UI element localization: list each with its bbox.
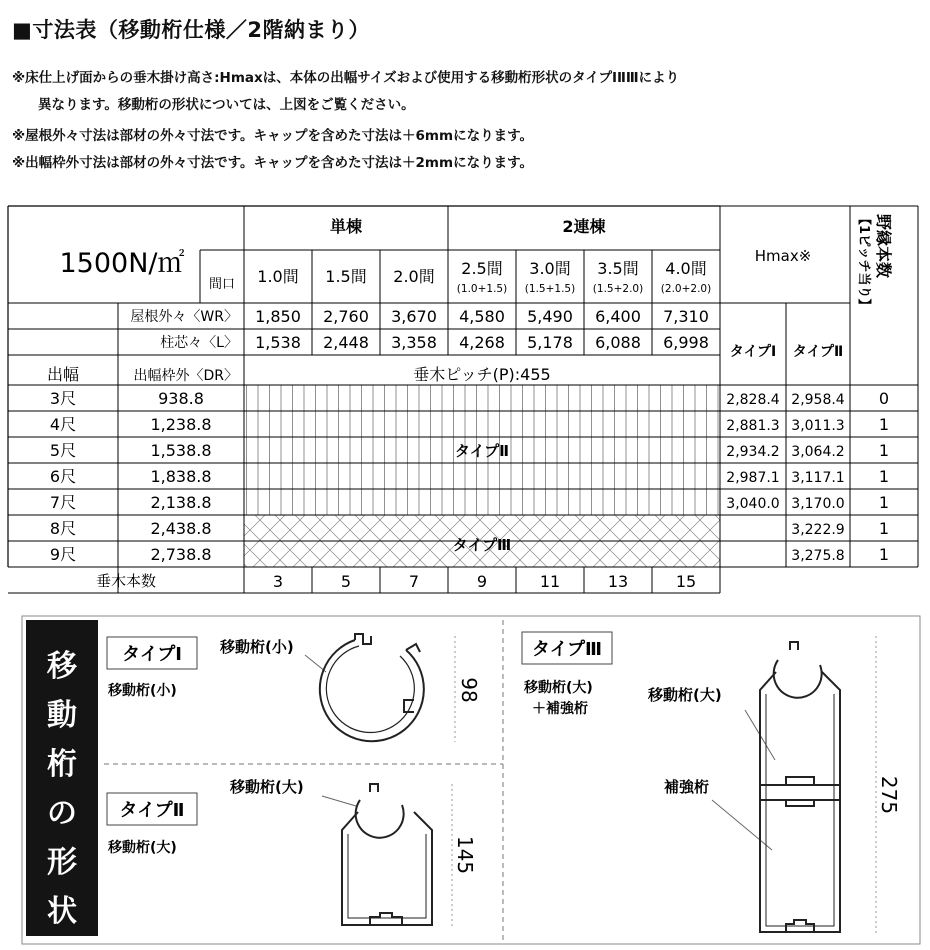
hmax-type2-header: タイプⅡ	[792, 344, 844, 360]
hmax-type1-value: 2,934.2	[726, 444, 780, 460]
single-building-header: 単棟	[329, 217, 363, 236]
wr-value: 1,850	[255, 307, 301, 326]
l-value: 6,998	[663, 333, 709, 352]
type2-dim: 145	[453, 835, 477, 875]
rafter-total-value: 13	[607, 572, 629, 591]
rafter-total-value: 9	[476, 572, 488, 591]
rafter-count-header: 野縁本数	[874, 214, 893, 279]
note-line-3: ※屋根外々寸法は部材の外々寸法です。キャップを含めた寸法は＋6mmになります。	[12, 128, 533, 144]
wr-value: 4,580	[459, 307, 505, 326]
type3-leader-2	[712, 800, 772, 850]
side-title-char: 動	[47, 698, 77, 733]
side-title-char: 形	[47, 845, 77, 880]
beam-small-profile	[320, 634, 424, 741]
depth-size: 3尺	[49, 389, 77, 408]
hmax-type1-value: 2,987.1	[726, 470, 780, 486]
note-line-4: ※出幅枠外寸法は部材の外々寸法です。キャップを含めた寸法は＋2mmになります。	[12, 155, 533, 171]
side-title-char: の	[47, 796, 77, 831]
dr-value: 2,738.8	[150, 545, 212, 564]
rafter-count-value: 1	[878, 545, 890, 564]
hmax-type2-value: 3,275.8	[791, 548, 845, 564]
l-label: 柱芯々〈L〉	[160, 335, 238, 351]
type3-label: タイプⅢ	[531, 639, 603, 660]
depth-size: 4尺	[49, 415, 77, 434]
rafter-total-value: 11	[539, 572, 561, 591]
hmax-type2-value: 3,064.2	[791, 444, 845, 460]
span-subheader: (1.5+2.0)	[592, 283, 644, 295]
rafter-pitch-label: 垂木ピッチ(P):455	[413, 365, 551, 384]
type3-dim: 275	[877, 775, 901, 815]
rafter-count-value: 1	[878, 441, 890, 460]
span-header: 4.0間	[665, 259, 707, 278]
type3-sub1: 移動桁(大)	[524, 680, 593, 696]
type1-dim: 98	[457, 677, 481, 703]
depth-size: 5尺	[49, 441, 77, 460]
hmax-header: Hmax※	[754, 247, 812, 265]
type1-callout: 移動桁(小)	[220, 638, 294, 656]
span-subheader: (1.0+1.5)	[456, 283, 508, 295]
rafter-count-sub: 【1ピッチ当り】	[856, 212, 871, 312]
rafter-total-value: 3	[272, 572, 284, 591]
type2-sub: 移動桁(大)	[108, 840, 177, 856]
l-value: 6,088	[595, 333, 641, 352]
span-header: 2.5間	[461, 259, 503, 278]
dr-value: 2,138.8	[150, 493, 212, 512]
note-line-1: ※床仕上げ面からの垂木掛け高さ:Hmaxは、本体の出幅サイズおよび使用する移動桁形状のタイプⅠⅡⅢにより	[12, 70, 680, 86]
side-title-char: 移	[47, 649, 77, 684]
type3-zone-label: タイプⅢ	[452, 536, 512, 554]
type3-sub2: ＋補強桁	[532, 701, 588, 717]
dr-header: 出幅枠外〈DR〉	[133, 368, 238, 384]
span-header: 3.0間	[529, 259, 571, 278]
wr-value: 2,760	[323, 307, 369, 326]
rafter-total-label: 垂木本数	[95, 572, 157, 590]
l-value: 4,268	[459, 333, 505, 352]
depth-size: 7尺	[49, 493, 77, 512]
span-subheader: (2.0+2.0)	[660, 283, 712, 295]
type1-label: タイプⅠ	[122, 644, 182, 665]
wr-label: 屋根外々〈WR〉	[130, 309, 238, 325]
type2-zone-label: タイプⅡ	[454, 442, 510, 460]
depth-size: 9尺	[49, 545, 77, 564]
rafter-total-value: 15	[675, 572, 697, 591]
wr-value: 3,670	[391, 307, 437, 326]
type2-label: タイプⅡ	[119, 800, 185, 821]
dr-value: 1,538.8	[150, 441, 212, 460]
l-value: 5,178	[527, 333, 573, 352]
depth-header: 出幅	[46, 365, 80, 384]
rafter-count-value: 1	[878, 415, 890, 434]
beam-large-profile	[342, 784, 432, 925]
rafter-count-value: 0	[878, 389, 890, 408]
type1-sub: 移動桁(小)	[108, 683, 177, 699]
hmax-type2-value: 3,222.9	[791, 522, 845, 538]
dr-value: 1,238.8	[150, 415, 212, 434]
dr-value: 938.8	[158, 389, 204, 408]
side-title-char: 状	[47, 894, 77, 929]
hmax-type2-value: 3,011.3	[791, 418, 845, 434]
depth-size: 6尺	[49, 467, 77, 486]
l-value: 3,358	[391, 333, 437, 352]
rafter-total-value: 7	[408, 572, 420, 591]
span-header: 3.5間	[597, 259, 639, 278]
span-header: 1.5間	[325, 267, 367, 286]
rafter-total-value: 5	[340, 572, 352, 591]
rafter-count-value: 1	[878, 467, 890, 486]
hmax-type1-header: タイプⅠ	[729, 344, 777, 360]
note-line-2: 異なります。移動桁の形状については、上図をご覧ください。	[38, 97, 415, 113]
hmax-type1-value: 2,828.4	[726, 392, 780, 408]
dr-value: 1,838.8	[150, 467, 212, 486]
wr-value: 7,310	[663, 307, 709, 326]
hmax-type2-value: 2,958.4	[791, 392, 845, 408]
rafter-count-value: 1	[878, 519, 890, 538]
hmax-type2-value: 3,117.1	[791, 470, 845, 486]
dr-value: 2,438.8	[150, 519, 212, 538]
type2-callout: 移動桁(大)	[230, 778, 304, 796]
double-building-header: 2連棟	[562, 217, 606, 236]
rafter-count-value: 1	[878, 493, 890, 512]
hmax-type1-value: 3,040.0	[726, 496, 780, 512]
depth-size: 8尺	[49, 519, 77, 538]
hmax-type1-value: 2,881.3	[726, 418, 780, 434]
wr-value: 6,400	[595, 307, 641, 326]
side-title-char: 桁	[47, 747, 77, 782]
type2-leader	[322, 796, 356, 806]
load-label: 1500N/㎡	[59, 248, 185, 279]
hmax-type2-value: 3,170.0	[791, 496, 845, 512]
type3-callout-beam: 移動桁(大)	[648, 686, 722, 704]
span-header: 1.0間	[257, 267, 299, 286]
l-value: 1,538	[255, 333, 301, 352]
wr-value: 5,490	[527, 307, 573, 326]
l-value: 2,448	[323, 333, 369, 352]
type3-callout-reinforce: 補強桁	[664, 778, 710, 796]
page-title: ■寸法表（移動桁仕様／2階納まり）	[12, 18, 370, 42]
beam-reinforced-profile	[760, 642, 840, 932]
span-subheader: (1.5+1.5)	[524, 283, 576, 295]
span-header: 2.0間	[393, 267, 435, 286]
frontage-label: 間口	[208, 277, 236, 292]
